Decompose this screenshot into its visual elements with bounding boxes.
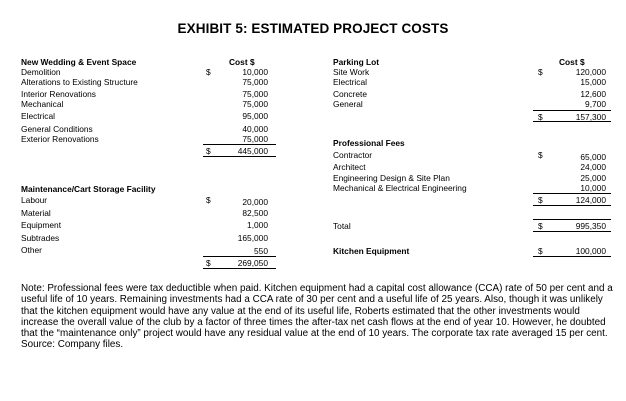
wedding-item-value: 75,000: [242, 99, 268, 109]
right-cost-header: Cost $: [559, 57, 585, 67]
wedding-total-dollar: $: [206, 146, 211, 156]
wedding-item-value: 75,000: [242, 77, 268, 87]
wedding-item-value: 10,000: [242, 67, 268, 77]
maintenance-total-rule: [203, 256, 276, 257]
maintenance-item-value: 20,000: [242, 197, 268, 207]
parking-item-label: Site Work: [333, 67, 370, 77]
maintenance-total-underline: [203, 268, 276, 269]
grand-total-label: Total: [333, 221, 351, 231]
footnote: [21, 283, 613, 351]
professional-total-value: 124,000: [575, 195, 606, 205]
grand-total-underline: [533, 231, 611, 232]
professional-item-value: 65,000: [580, 152, 606, 162]
parking-item-value: 15,000: [580, 77, 606, 87]
wedding-item-label: Electrical: [21, 111, 55, 121]
parking-total-underline: [533, 121, 611, 122]
wedding-item-value: 75,000: [242, 89, 268, 99]
parking-item-label: General: [333, 99, 363, 109]
professional-item-label: Contractor: [333, 150, 373, 160]
parking-total-value: 157,300: [575, 112, 606, 122]
wedding-item-value: 75,000: [242, 134, 268, 144]
parking-item-label: Electrical: [333, 77, 367, 87]
professional-item-value: 10,000: [580, 183, 606, 193]
parking-item-value: 9,700: [585, 99, 606, 109]
wedding-total-underline: [203, 156, 276, 157]
note-text: Note: Professional fees were tax deductible when paid. Kitchen equipment had a capital cost allowance (CCA) rate of 50 per cent and a useful life of 10 years. Remaining investments had a CCA rate of 30 per cent and a useful life of 25 years. Also, though it was unlikely that the kitchen equipment would have any value at the end of its useful life, Roberts estimated that the other investments would increase the overall value of the club by a factor of three times the after-tax net cash flows at the end of year 10. However, he doubted that the “maintenance only” project would have any residual value at the end of 10 years. The corporate tax rate averaged 15 per cent.: [21, 283, 613, 340]
wedding-item-value: 95,000: [242, 111, 268, 121]
professional-item-label: Engineering Design & Site Plan: [333, 173, 450, 183]
wedding-item-label: Exterior Renovations: [21, 134, 99, 144]
professional-item-value: 25,000: [580, 173, 606, 183]
professional-item-value: 24,000: [580, 162, 606, 172]
parking-item-value: 120,000: [575, 67, 606, 77]
wedding-heading: New Wedding & Event Space: [21, 57, 137, 67]
parking-item-label: Concrete: [333, 89, 367, 99]
wedding-first-dollar: $: [206, 67, 211, 77]
professional-total-dollar: $: [538, 195, 543, 205]
kitchen-underline: [533, 256, 611, 257]
kitchen-value: 100,000: [575, 246, 606, 256]
professional-total-underline: [533, 205, 611, 206]
maintenance-item-value: 550: [254, 246, 268, 256]
parking-heading: Parking Lot: [333, 57, 380, 67]
maintenance-item-value: 1,000: [247, 220, 268, 230]
grand-total-dollar: $: [538, 221, 543, 231]
grand-total-rule: [533, 219, 611, 220]
parking-total-dollar: $: [538, 112, 543, 122]
wedding-item-label: Mechanical: [21, 99, 64, 109]
kitchen-label: Kitchen Equipment: [333, 246, 410, 256]
professional-total-rule: [533, 193, 611, 194]
wedding-item-value: 40,000: [242, 124, 268, 134]
source-text: Source: Company files.: [21, 339, 124, 351]
maintenance-first-dollar: $: [206, 195, 211, 205]
wedding-item-label: Demolition: [21, 67, 61, 77]
maintenance-item-value: 165,000: [237, 233, 268, 243]
parking-total-rule: [533, 110, 611, 111]
parking-first-dollar: $: [538, 67, 543, 77]
wedding-total-rule: [203, 144, 276, 145]
kitchen-dollar: $: [538, 246, 543, 256]
professional-heading: Professional Fees: [333, 138, 405, 148]
left-cost-header: Cost $: [229, 57, 255, 67]
maintenance-total-value: 269,050: [237, 258, 268, 268]
wedding-item-label: Alterations to Existing Structure: [21, 77, 138, 87]
maintenance-heading: Maintenance/Cart Storage Facility: [21, 184, 156, 194]
grand-total-value: 995,350: [575, 221, 606, 231]
professional-item-label: Mechanical & Electrical Engineering: [333, 183, 467, 193]
parking-item-value: 12,600: [580, 89, 606, 99]
maintenance-item-label: Labour: [21, 195, 48, 205]
maintenance-item-label: Other: [21, 245, 42, 255]
wedding-item-label: General Conditions: [21, 124, 93, 134]
professional-first-dollar: $: [538, 150, 543, 160]
wedding-total-value: 445,000: [237, 146, 268, 156]
wedding-item-label: Interior Renovations: [21, 89, 96, 99]
maintenance-item-label: Subtrades: [21, 233, 60, 243]
maintenance-total-dollar: $: [206, 258, 211, 268]
maintenance-item-label: Material: [21, 208, 51, 218]
professional-item-label: Architect: [333, 162, 366, 172]
maintenance-item-value: 82,500: [242, 208, 268, 218]
maintenance-item-label: Equipment: [21, 220, 62, 230]
exhibit-title: EXHIBIT 5: ESTIMATED PROJECT COSTS: [177, 21, 449, 36]
